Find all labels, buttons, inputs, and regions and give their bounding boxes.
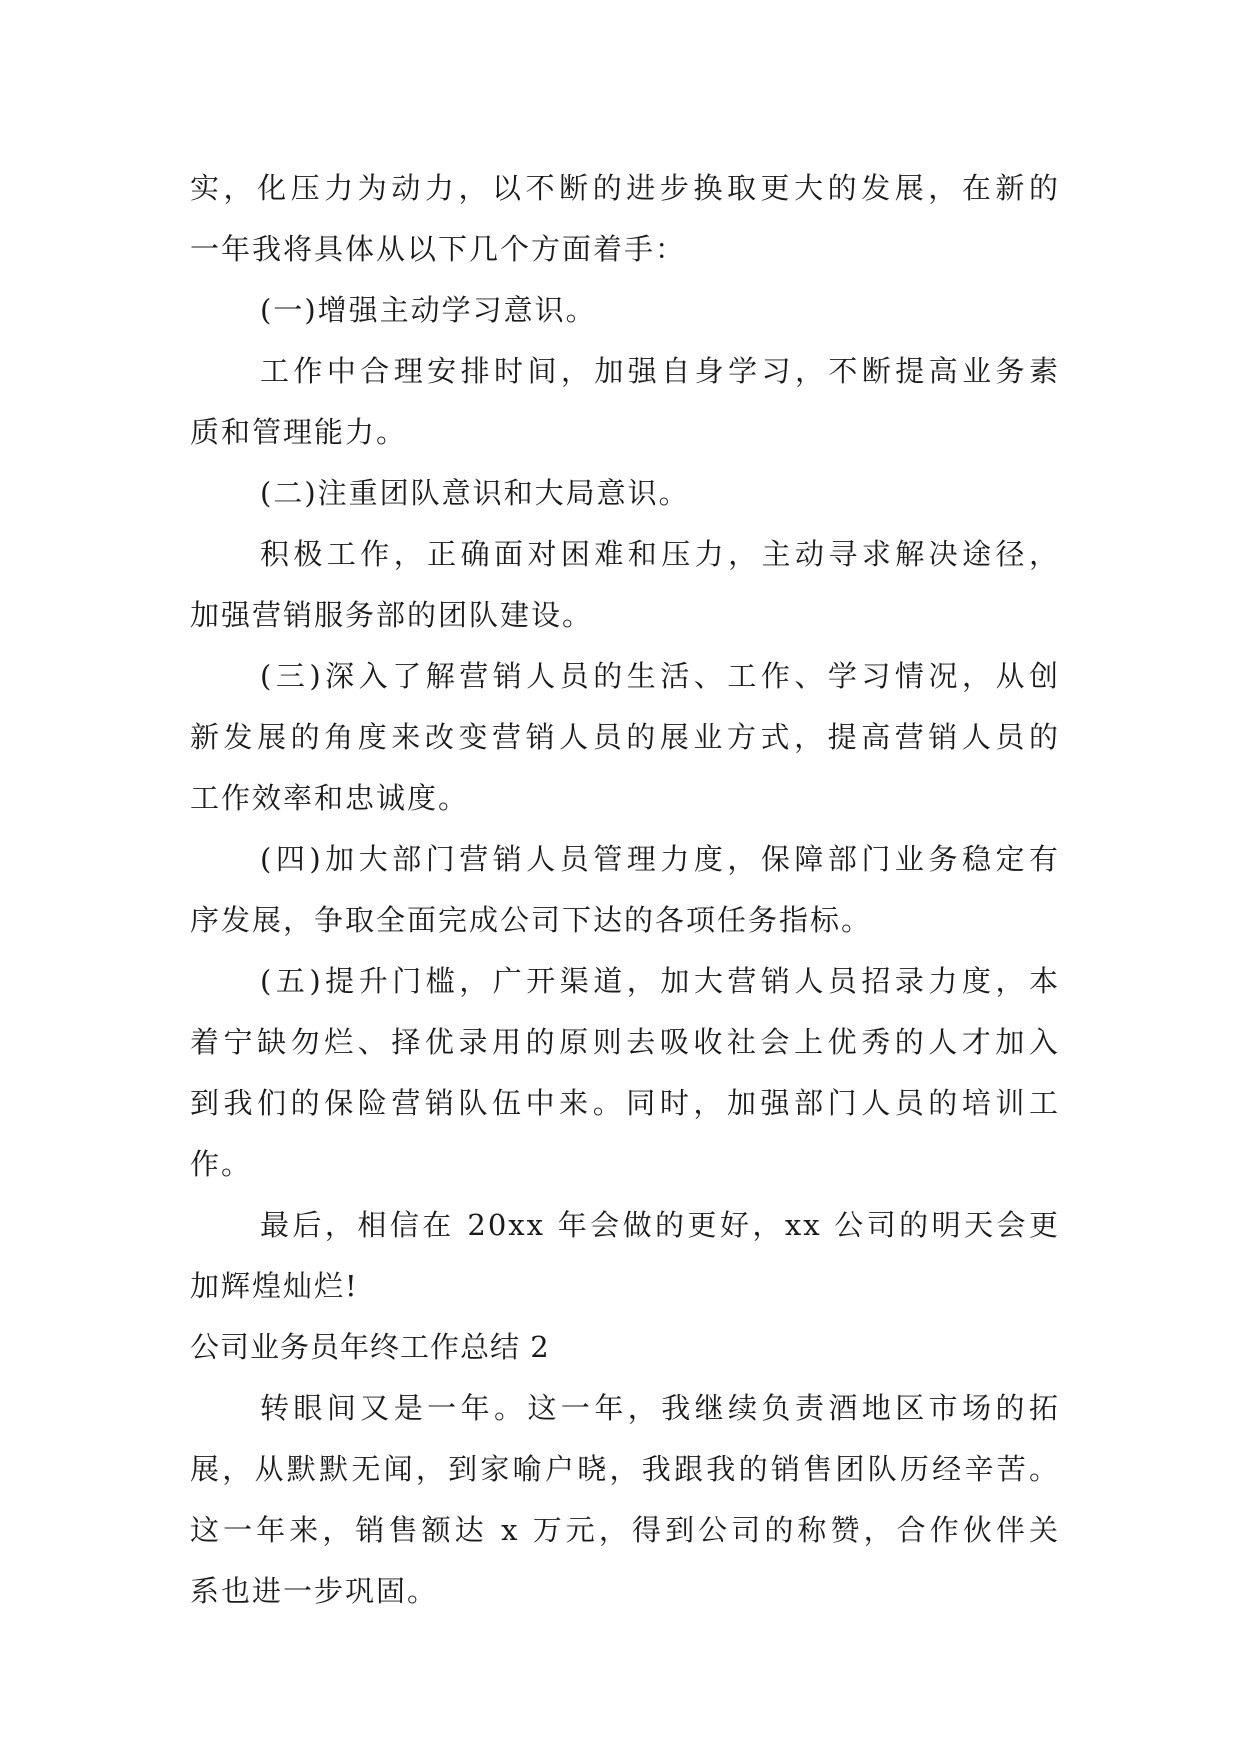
text-line: 这一年来，销售额达 x 万元，得到公司的称赞，合作伙伴关 bbox=[190, 1513, 1060, 1547]
text-line: 实，化压力为动力，以不断的进步换取更大的发展，在新的 bbox=[190, 171, 1060, 205]
text-line: 一年我将具体从以下几个方面着手： bbox=[190, 232, 687, 266]
text-line: 加强营销服务部的团队建设。 bbox=[190, 598, 594, 632]
text-line: 工作中合理安排时间，加强自身学习，不断提高业务素 bbox=[260, 354, 1060, 388]
section-heading: (一)增强主动学习意识。 bbox=[260, 293, 597, 327]
text-line: 序发展，争取全面完成公司下达的各项任务指标。 bbox=[190, 903, 873, 937]
text-line: 加辉煌灿烂! bbox=[190, 1269, 359, 1303]
text-line: 新发展的角度来改变营销人员的展业方式，提高营销人员的 bbox=[190, 720, 1060, 754]
text-line: 质和管理能力。 bbox=[190, 415, 408, 449]
text-line: 着宁缺勿烂、择优录用的原则去吸收社会上优秀的人才加入 bbox=[190, 1025, 1060, 1059]
section-heading: (二)注重团队意识和大局意识。 bbox=[260, 476, 690, 510]
text-line: 展，从默默无闻，到家喻户晓，我跟我的销售团队历经辛苦。 bbox=[190, 1452, 1060, 1486]
text-line: (五)提升门槛，广开渠道，加大营销人员招录力度，本 bbox=[260, 964, 1060, 998]
text-line: 作。 bbox=[190, 1147, 253, 1181]
document-title: 公司业务员年终工作总结 2 bbox=[190, 1330, 550, 1364]
text-line: 工作效率和忠诚度。 bbox=[190, 781, 470, 815]
text-line: (四)加大部门营销人员管理力度，保障部门业务稳定有 bbox=[260, 842, 1060, 876]
text-line: 积极工作，正确面对困难和压力，主动寻求解决途径， bbox=[260, 537, 1060, 571]
document-page bbox=[190, 158, 1060, 1622]
text-line: 转眼间又是一年。这一年，我继续负责酒地区市场的拓 bbox=[260, 1391, 1060, 1425]
text-line: 系也进一步巩固。 bbox=[190, 1574, 439, 1608]
text-line: (三)深入了解营销人员的生活、工作、学习情况，从创 bbox=[260, 659, 1060, 693]
text-line: 最后，相信在 20xx 年会做的更好，xx 公司的明天会更 bbox=[260, 1208, 1060, 1242]
text-line: 到我们的保险营销队伍中来。同时，加强部门人员的培训工 bbox=[190, 1086, 1060, 1120]
